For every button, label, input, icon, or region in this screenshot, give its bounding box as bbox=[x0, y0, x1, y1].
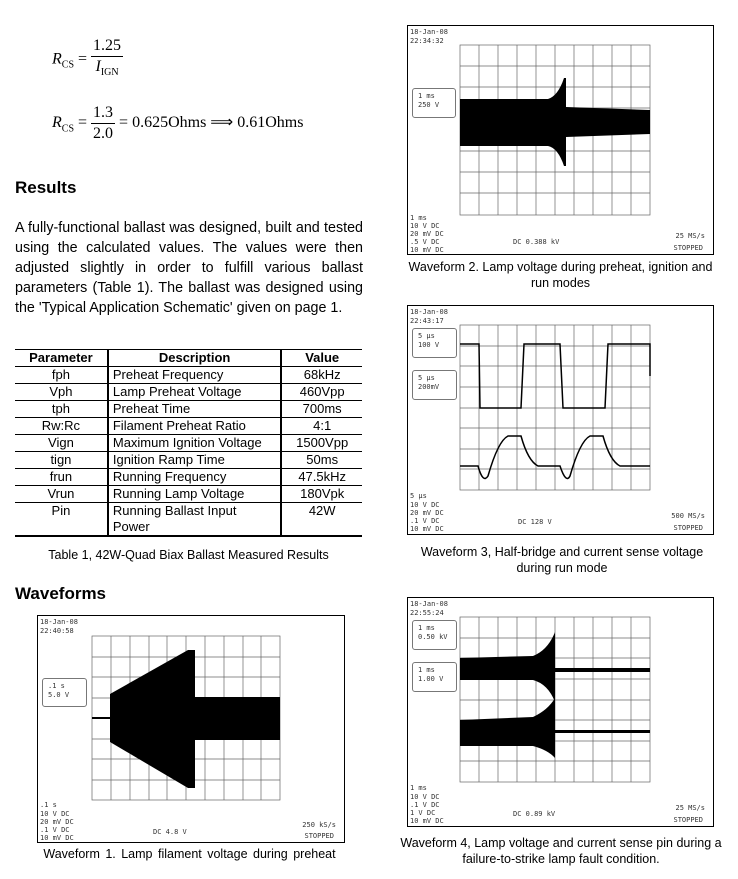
timebase-label: .1 s bbox=[40, 801, 57, 809]
acquisition-status: STOPPED bbox=[673, 816, 703, 824]
channel-4: 10 mV DC bbox=[40, 834, 74, 842]
waveform-plot bbox=[408, 26, 713, 254]
table-row bbox=[15, 418, 362, 435]
box-timebase: 1 ms bbox=[418, 92, 435, 100]
waveform-plot bbox=[408, 598, 713, 826]
timebase-label: 1 ms bbox=[410, 214, 427, 222]
denominator: 2.0 bbox=[93, 125, 114, 142]
eq-lhs-sub: CS bbox=[61, 59, 75, 71]
cell-value: 180Vpk bbox=[281, 486, 362, 503]
eq-lhs-sub: CS bbox=[61, 123, 75, 135]
table-row bbox=[15, 469, 362, 486]
channel-2: 20 mV DC bbox=[410, 509, 444, 517]
table-row bbox=[15, 435, 362, 452]
channel-3: 1 V DC bbox=[410, 809, 436, 817]
cell-value: 47.5kHz bbox=[281, 469, 362, 486]
waveform-2-caption: Waveform 2. Lamp voltage during preheat, ignition and run modes bbox=[408, 260, 713, 290]
cell-description: Running Ballast Input Power bbox=[108, 503, 282, 537]
equation-rcs-value: $R_{CS}$ = $\frac{1.3}{2.0}$ = 0.625Ohms ⟹ 0.61Ohms bbox=[52, 104, 304, 142]
channel-list bbox=[410, 222, 444, 254]
sample-rate: 500 MS/s bbox=[671, 512, 705, 520]
cell-parameter: Pin bbox=[15, 503, 108, 537]
scope-time: 22:34:32 bbox=[410, 37, 444, 45]
scope-date: 18-Jan-08 bbox=[410, 600, 448, 608]
box-timebase: 1 ms bbox=[418, 666, 435, 674]
cell-description: Ignition Ramp Time bbox=[108, 452, 282, 469]
cell-parameter: Vph bbox=[15, 384, 108, 401]
cell-parameter: Rw:Rc bbox=[15, 418, 108, 435]
cell-parameter: fph bbox=[15, 367, 108, 384]
cell-parameter: tph bbox=[15, 401, 108, 418]
eq-rhs: = 0.625Ohms ⟹ 0.61Ohms bbox=[119, 114, 304, 132]
cell-description: Running Frequency bbox=[108, 469, 282, 486]
den-var: I bbox=[95, 58, 101, 75]
numerator: 1.25 bbox=[91, 36, 123, 57]
timebase-label: 5 µs bbox=[410, 492, 427, 500]
fraction bbox=[91, 36, 123, 83]
channel-list bbox=[410, 501, 444, 533]
col-header-parameter: Parameter bbox=[15, 350, 108, 367]
cell-parameter: tign bbox=[15, 452, 108, 469]
channel-list bbox=[40, 810, 74, 842]
den-sub: IGN bbox=[100, 67, 119, 79]
channel-4: 10 mV DC bbox=[410, 817, 444, 825]
waveform-1-caption: Waveform 1. Lamp filament voltage during preheat bbox=[43, 847, 336, 861]
parameters-table bbox=[15, 349, 362, 537]
cell-value: 460Vpp bbox=[281, 384, 362, 401]
trigger-setting: DC 4.8 V bbox=[153, 828, 187, 836]
channel-1: 10 V DC bbox=[410, 222, 440, 230]
col-header-description: Description bbox=[108, 350, 282, 367]
results-paragraph: A fully-functional ballast was designed, built and tested using the calculated values. The values were then adjusted slightly in order to fulfill various ballast parameters (Table 1). The ballast was designed using the 'Typical Application Schematic' given on page 1. bbox=[15, 220, 363, 316]
channel-2: .1 V DC bbox=[410, 801, 440, 809]
results-heading: Results bbox=[15, 178, 77, 197]
oscilloscope-waveform-3 bbox=[407, 305, 714, 535]
scope-date: 18-Jan-08 bbox=[410, 308, 448, 316]
channel-3: .5 V DC bbox=[410, 238, 440, 246]
acquisition-status: STOPPED bbox=[673, 244, 703, 252]
col-header-value: Value bbox=[281, 350, 362, 367]
equation-rcs-formula: $R_{CS}$ = $\frac{1.25}{I_{IGN}}$ bbox=[52, 36, 123, 83]
cell-value: 42W bbox=[281, 503, 362, 537]
cell-description: Filament Preheat Ratio bbox=[108, 418, 282, 435]
scope-time: 22:55:24 bbox=[410, 609, 444, 617]
table-row bbox=[15, 452, 362, 469]
timebase-label: 1 ms bbox=[410, 784, 427, 792]
channel-1: 10 V DC bbox=[410, 501, 440, 509]
trigger-setting: DC 0.89 kV bbox=[513, 810, 556, 818]
table-caption: Table 1, 42W-Quad Biax Ballast Measured Results bbox=[48, 548, 329, 562]
eq-lhs: R bbox=[52, 50, 62, 68]
table-row bbox=[15, 401, 362, 418]
channel-2: 20 mV DC bbox=[40, 818, 74, 826]
acquisition-status: STOPPED bbox=[304, 832, 334, 840]
box-timebase: 5 µs bbox=[418, 374, 435, 382]
cell-parameter: Vrun bbox=[15, 486, 108, 503]
fraction bbox=[91, 103, 115, 144]
channel-list bbox=[410, 793, 444, 825]
sample-rate: 250 kS/s bbox=[302, 821, 336, 829]
box-scale: 100 V bbox=[418, 341, 440, 349]
box-timebase: 1 ms bbox=[418, 624, 435, 632]
waveform-plot bbox=[38, 616, 344, 842]
scope-time: 22:43:17 bbox=[410, 317, 444, 325]
channel-1: 10 V DC bbox=[40, 810, 70, 818]
box-timebase: .1 s bbox=[48, 682, 65, 690]
scope-time: 22:40:58 bbox=[40, 627, 74, 635]
channel-2: 20 mV DC bbox=[410, 230, 444, 238]
box-scale: 0.50 kV bbox=[418, 633, 448, 641]
waveform-plot bbox=[408, 306, 713, 534]
table-row bbox=[15, 384, 362, 401]
waveforms-heading: Waveforms bbox=[15, 584, 107, 603]
oscilloscope-waveform-1 bbox=[37, 615, 345, 843]
box-timebase: 5 µs bbox=[418, 332, 435, 340]
channel-1: 10 V DC bbox=[410, 793, 440, 801]
oscilloscope-waveform-2 bbox=[407, 25, 714, 255]
channel-3: .1 V DC bbox=[40, 826, 70, 834]
cell-description: Preheat Frequency bbox=[108, 367, 282, 384]
channel-4: 10 mV DC bbox=[410, 246, 444, 254]
box-scale: 250 V bbox=[418, 101, 440, 109]
cell-description: Maximum Ignition Voltage bbox=[108, 435, 282, 452]
denominator bbox=[91, 57, 123, 83]
scope-date: 18-Jan-08 bbox=[410, 28, 448, 36]
channel-4: 10 mV DC bbox=[410, 525, 444, 533]
eq-lhs: R bbox=[52, 114, 62, 132]
sample-rate: 25 MS/s bbox=[675, 804, 705, 812]
waveform-4-caption: Waveform 4, Lamp voltage and current sense pin during a failure-to-strike lamp fault condition. bbox=[400, 836, 722, 866]
cell-parameter: frun bbox=[15, 469, 108, 486]
numerator: 1.3 bbox=[91, 103, 115, 124]
channel-3: .1 V DC bbox=[410, 517, 440, 525]
cell-value: 68kHz bbox=[281, 367, 362, 384]
cell-description: Preheat Time bbox=[108, 401, 282, 418]
cell-parameter: Vign bbox=[15, 435, 108, 452]
cell-value: 700ms bbox=[281, 401, 362, 418]
acquisition-status: STOPPED bbox=[673, 524, 703, 532]
trigger-setting: DC 128 V bbox=[518, 518, 552, 526]
cell-value: 4:1 bbox=[281, 418, 362, 435]
table-row bbox=[15, 486, 362, 503]
scope-date: 18-Jan-08 bbox=[40, 618, 78, 626]
cell-value: 50ms bbox=[281, 452, 362, 469]
cell-value: 1500Vpp bbox=[281, 435, 362, 452]
table-row bbox=[15, 367, 362, 384]
table-row bbox=[15, 503, 362, 537]
oscilloscope-waveform-4 bbox=[407, 597, 714, 827]
sample-rate: 25 MS/s bbox=[675, 232, 705, 240]
box-scale: 1.00 V bbox=[418, 675, 444, 683]
box-scale: 200mV bbox=[418, 383, 440, 391]
trigger-setting: DC 0.388 kV bbox=[513, 238, 560, 246]
waveform-3-caption: Waveform 3, Half-bridge and current sense voltage during run mode bbox=[420, 545, 704, 575]
cell-description: Lamp Preheat Voltage bbox=[108, 384, 282, 401]
cell-description: Running Lamp Voltage bbox=[108, 486, 282, 503]
table-header-row bbox=[15, 350, 362, 367]
box-scale: 5.0 V bbox=[48, 691, 70, 699]
